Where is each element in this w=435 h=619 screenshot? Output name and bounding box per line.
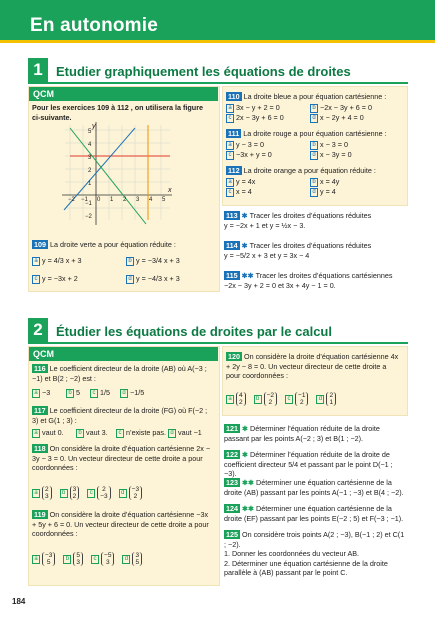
ex109-option-d[interactable]: d y = −4/3 x + 3 bbox=[126, 274, 180, 284]
ex115: 115 ✱✱ Tracer les droites d’équations cartésiennes −2x − 3y + 2 = 0 et 3x + 4y − 1 = 0. bbox=[224, 271, 393, 290]
ex117-option-b[interactable]: b vaut 3. bbox=[76, 428, 108, 438]
ex111-option-a[interactable]: a y − 3 = 0 bbox=[226, 140, 264, 150]
ex121: 121 ✱ Déterminer l’équation réduite de la droite passant par les points A(−2 ; 3) et B(1 ; −2). bbox=[224, 424, 380, 443]
section-1-qcm-label: QCM bbox=[29, 87, 218, 101]
ex109-option-c[interactable]: c y = −3x + 2 bbox=[32, 274, 78, 284]
graph-xtick: −1 bbox=[81, 197, 88, 203]
ex112-option-c[interactable]: c x = 4 bbox=[226, 187, 252, 197]
ex111-option-c[interactable]: c −3x + y = 0 bbox=[226, 150, 272, 160]
section-2-qcm-label: QCM bbox=[29, 347, 218, 361]
ex123: 123 ✱✱ Déterminer une équation cartésienne de la droite (AB) passant par les points A(−1 ; −3) et B(4 ; −2). bbox=[224, 478, 404, 497]
ex111-prompt: 111 La droite rouge a pour équation cartésienne : bbox=[228, 129, 387, 138]
coordinate-graph bbox=[60, 120, 178, 230]
ex120-options[interactable]: a 4 2 b −2 2 c −1 2 d 2 1 bbox=[226, 392, 342, 406]
graph-xtick: −2 bbox=[68, 197, 75, 203]
ex120-prompt: 120 On considère la droite d’équation cartésienne 4x + 2y − 8 = 0. Un vecteur directeur de cette droite a pour coordonnées : bbox=[226, 352, 399, 380]
graph-y-label: y bbox=[92, 121, 96, 130]
ex110-option-b[interactable]: b −2x − 3y + 6 = 0 bbox=[310, 103, 372, 113]
ex110-option-a[interactable]: a 3x − y + 2 = 0 bbox=[226, 103, 280, 113]
ex117-prompt: 117 Le coefficient directeur de la droite (FG) où F(−2 ; 3) et G(1 ; 3) : bbox=[32, 406, 208, 425]
ex119-prompt: 119 On considère la droite d’équation cartésienne −3x + 5y + 6 = 0. Un vecteur directeur de cette droite a pour coordonnées : bbox=[32, 510, 209, 538]
ex110-prompt: 110 La droite bleue a pour équation cartésienne : bbox=[228, 92, 387, 101]
ex117-option-a[interactable]: a vaut 0. bbox=[32, 428, 64, 438]
section-1-title: Etudier graphiquement les équations de droites bbox=[56, 64, 351, 79]
section-1-number: 1 bbox=[28, 58, 48, 82]
chapter-header bbox=[0, 0, 435, 40]
graph-xtick: 2 bbox=[123, 197, 127, 203]
graph-xtick: 5 bbox=[162, 197, 166, 203]
ex109-option-a[interactable]: a y = 4/3 x + 3 bbox=[32, 256, 82, 266]
header-title: En autonomie bbox=[30, 15, 159, 36]
graph-xtick: 4 bbox=[149, 197, 153, 203]
ex109-prompt: 109 La droite verte a pour équation réduite : bbox=[34, 240, 176, 249]
ex116-option-c[interactable]: c 1/5 bbox=[90, 388, 110, 398]
ex124: 124 ✱✱ Déterminer une équation cartésienne de la droite (EF) passant par les points E(−2 ; 5) et F(−3 ; −1). bbox=[224, 504, 404, 523]
ex114: 114 ✱ Tracer les droites d’équations réduites y = −5/2 x + 3 et y = 3x − 4 bbox=[224, 241, 372, 260]
graph-xtick: 3 bbox=[136, 197, 140, 203]
graph-ytick: 3 bbox=[88, 155, 92, 161]
section-1-intro: Pour les exercices 109 à 112 , on utilisera la figure ci-suivante. bbox=[32, 103, 203, 122]
ex113: 113 ✱ Tracer les droites d’équations réduites y = −2x + 1 et y = ½x − 3. bbox=[224, 211, 372, 230]
ex116-option-d[interactable]: d −1/5 bbox=[120, 388, 144, 398]
ex116-prompt: 116 Le coefficient directeur de la droite (AB) où A(−3 ; −1) et B(2 ; −2) est : bbox=[32, 364, 207, 383]
ex116-option-a[interactable]: a −3 bbox=[32, 388, 50, 398]
ex112-prompt: 112 La droite orange a pour équation réduite : bbox=[228, 166, 376, 175]
ex117-option-d[interactable]: d vaut −1 bbox=[168, 428, 202, 438]
ex117-option-c[interactable]: c n’existe pas. bbox=[116, 428, 166, 438]
ex112-option-d[interactable]: d y = 4 bbox=[310, 187, 336, 197]
graph-xtick: 0 bbox=[97, 197, 101, 203]
section-1-rule bbox=[28, 82, 408, 84]
graph-ytick: −2 bbox=[85, 214, 92, 220]
ex111-option-b[interactable]: b x − 3 = 0 bbox=[310, 140, 348, 150]
section-2-number: 2 bbox=[28, 318, 48, 342]
ex109-option-b[interactable]: b y = −3/4 x + 3 bbox=[126, 256, 180, 266]
graph-ytick: 4 bbox=[88, 142, 92, 148]
page-number: 184 bbox=[12, 597, 26, 606]
graph-ytick: 2 bbox=[88, 168, 92, 174]
ex118-prompt: 118 On considère la droite d’équation cartésienne 2x − 3y − 3 = 0. Un vecteur directeur de cette droite a pour coordonnées : bbox=[32, 444, 211, 472]
ex118-options[interactable]: a 2 3 b 3 2 c 2 −3 d −3 2 bbox=[32, 486, 148, 500]
ex110-option-c[interactable]: c 2x − 3y + 6 = 0 bbox=[226, 113, 284, 123]
ex112-option-a[interactable]: a y = 4x bbox=[226, 177, 255, 187]
ex125: 125 On considère trois points A(2 ; −3), B(−1 ; 2) et C(1 ; −2). 1. Donner les coordonnées du vecteur AB. 2. Déterminer une équation cartésienne de la droite parallèle à (AB) passant par le point C. bbox=[224, 530, 405, 577]
ex112-option-b[interactable]: b x = 4y bbox=[310, 177, 339, 187]
ex116-option-b[interactable]: b 5 bbox=[66, 388, 80, 398]
graph-ytick: 5 bbox=[88, 129, 92, 135]
graph-x-label: x bbox=[168, 185, 172, 194]
graph-ytick: 1 bbox=[88, 181, 92, 187]
graph-xtick: 1 bbox=[110, 197, 114, 203]
ex122: 122 ✱ Déterminer l’équation réduite de la droite de coefficient directeur 5/4 et passant par le point D(−1 ; −3). bbox=[224, 450, 393, 478]
ex111-option-d[interactable]: d x − 3y = 0 bbox=[310, 150, 352, 160]
graph-ytick: −1 bbox=[85, 201, 92, 207]
section-2-rule bbox=[28, 342, 408, 344]
section-2-title: Étudier les équations de droites par le calcul bbox=[56, 324, 332, 339]
header-rule bbox=[0, 40, 435, 43]
ex119-options[interactable]: a −3 5 b 5 3 c −5 3 d 3 5 bbox=[32, 552, 148, 566]
ex110-option-d[interactable]: d x − 2y + 4 = 0 bbox=[310, 113, 364, 123]
